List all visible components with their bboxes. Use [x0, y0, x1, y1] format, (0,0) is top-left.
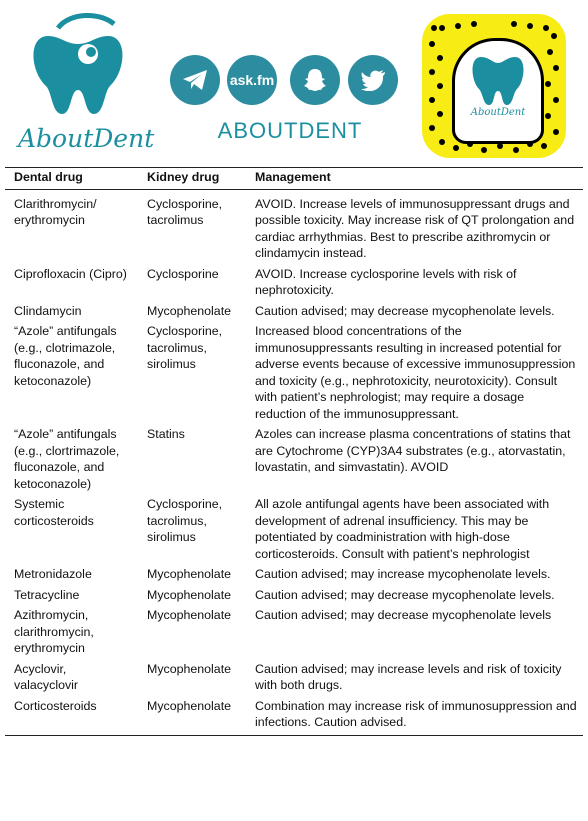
- table-row: [5, 607, 583, 661]
- dental-drug-cell: Corticosteroids: [5, 698, 138, 736]
- table-row: [5, 496, 583, 566]
- table-row: [5, 189, 583, 266]
- tooth-icon: [455, 41, 541, 111]
- dental-drug-cell: “Azole” antifungals (e.g., clortrimazole, fluconazole, and ketoconazole): [14, 427, 120, 491]
- snapcode[interactable]: [422, 14, 566, 158]
- wordmark: ABOUTDENT: [217, 118, 363, 143]
- askfm-icon[interactable]: [227, 55, 277, 105]
- column-header-management: Management: [246, 168, 583, 190]
- management-cell: Caution advised; may increase mycophenolate levels.: [255, 567, 551, 581]
- kidney-drug-cell: Mycophenolate: [138, 698, 246, 736]
- kidney-drug-cell: Cyclosporine: [147, 266, 219, 281]
- dental-drug-cell: Ciprofloxacin (Cipro): [14, 266, 127, 281]
- kidney-drug-cell: Cyclosporine, tacrolimus, sirolimus: [147, 497, 223, 544]
- twitter-icon[interactable]: [348, 55, 398, 105]
- dental-drug-cell: Systemic corticosteroids: [14, 497, 94, 528]
- table-row: [5, 661, 583, 698]
- kidney-drug-cell: Mycophenolate: [147, 661, 232, 676]
- dental-drug-cell: Acyclovir, valacyclovir: [14, 661, 79, 692]
- dental-drug-cell: Metronidazole: [14, 567, 92, 581]
- brand-name: AboutDent: [18, 124, 155, 153]
- social-links: [165, 55, 405, 155]
- header-banner: [0, 0, 588, 168]
- table-row: [5, 303, 583, 324]
- tooth-icon: [18, 6, 138, 124]
- kidney-drug-cell: Cyclosporine, tacrolimus, sirolimus: [147, 324, 223, 371]
- table-row: [5, 698, 583, 736]
- snapchat-icon[interactable]: [290, 55, 340, 105]
- kidney-drug-cell: Mycophenolate: [147, 587, 232, 602]
- aboutdent-logo: [18, 6, 155, 161]
- table-header-row: [5, 168, 583, 190]
- dental-drug-cell: Azithromycin, clarithromycin, erythromycin: [14, 608, 94, 655]
- management-cell: All azole antifungal agents have been associated with development of adrenal insufficiency. This may be potentiated by coadministration with high-dose corticosteroids. Consult with patient’s nephrologist: [255, 497, 550, 561]
- kidney-drug-cell: Mycophenolate: [147, 567, 232, 581]
- table-row: [5, 566, 583, 587]
- management-cell: Combination may increase risk of immunosuppression and infections. Caution advised.: [246, 698, 583, 736]
- column-header-dental-drug: Dental drug: [5, 168, 138, 190]
- snapcode-brand: AboutDent: [470, 107, 526, 118]
- management-cell: Caution advised; may decrease mycophenolate levels.: [255, 587, 555, 602]
- management-cell: AVOID. Increase cyclosporine levels with risk of nephrotoxicity.: [255, 266, 517, 297]
- askfm-label: ask.fm: [229, 72, 275, 88]
- drug-interaction-table: [5, 167, 583, 736]
- management-cell: AVOID. Increase levels of immunosuppressant drugs and possible toxicity. May increase risk of QT prolongation and cardiac arrhythmias. Best to prescribe azithromycin or clindamycin instead.: [255, 196, 575, 260]
- management-cell: Caution advised; may decrease mycophenolate levels: [255, 608, 552, 622]
- snapchat-ghost-icon: [452, 38, 544, 144]
- dental-drug-cell: Tetracycline: [14, 587, 80, 602]
- table-row: [5, 323, 583, 426]
- management-cell: Caution advised; may decrease mycophenolate levels.: [255, 303, 555, 318]
- table-row: [5, 426, 583, 496]
- kidney-drug-cell: Mycophenolate: [147, 303, 232, 318]
- management-cell: Azoles can increase plasma concentrations of statins that are Cytochrome (CYP)3A4 substrates (e.g., atorvastatin, lovastatin, and simvastatin). AVOID: [255, 427, 571, 474]
- management-cell: Increased blood concentrations of the immunosuppressants resulting in increased potential for adverse events because of excessive immunosuppression and toxicity (e.g., nephrotoxicity, neurotoxicity). Consult with patient’s nephrologist; may require a dosage reduction of the immunosuppressant.: [255, 324, 576, 421]
- dental-drug-cell: “Azole” antifungals (e.g., clotrimazole, fluconazole, and ketoconazole): [14, 324, 117, 388]
- kidney-drug-cell: Mycophenolate: [147, 608, 232, 622]
- dental-drug-cell: Clarithromycin/ erythromycin: [14, 196, 97, 227]
- column-header-kidney-drug: Kidney drug: [138, 168, 246, 190]
- kidney-drug-cell: Cyclosporine, tacrolimus: [147, 196, 223, 227]
- table-row: [5, 266, 583, 303]
- table-row: [5, 587, 583, 608]
- dental-drug-cell: Clindamycin: [14, 303, 82, 318]
- telegram-icon[interactable]: [170, 55, 220, 105]
- management-cell: Caution advised; may increase levels and risk of toxicity with both drugs.: [255, 661, 562, 692]
- kidney-drug-cell: Statins: [147, 427, 185, 441]
